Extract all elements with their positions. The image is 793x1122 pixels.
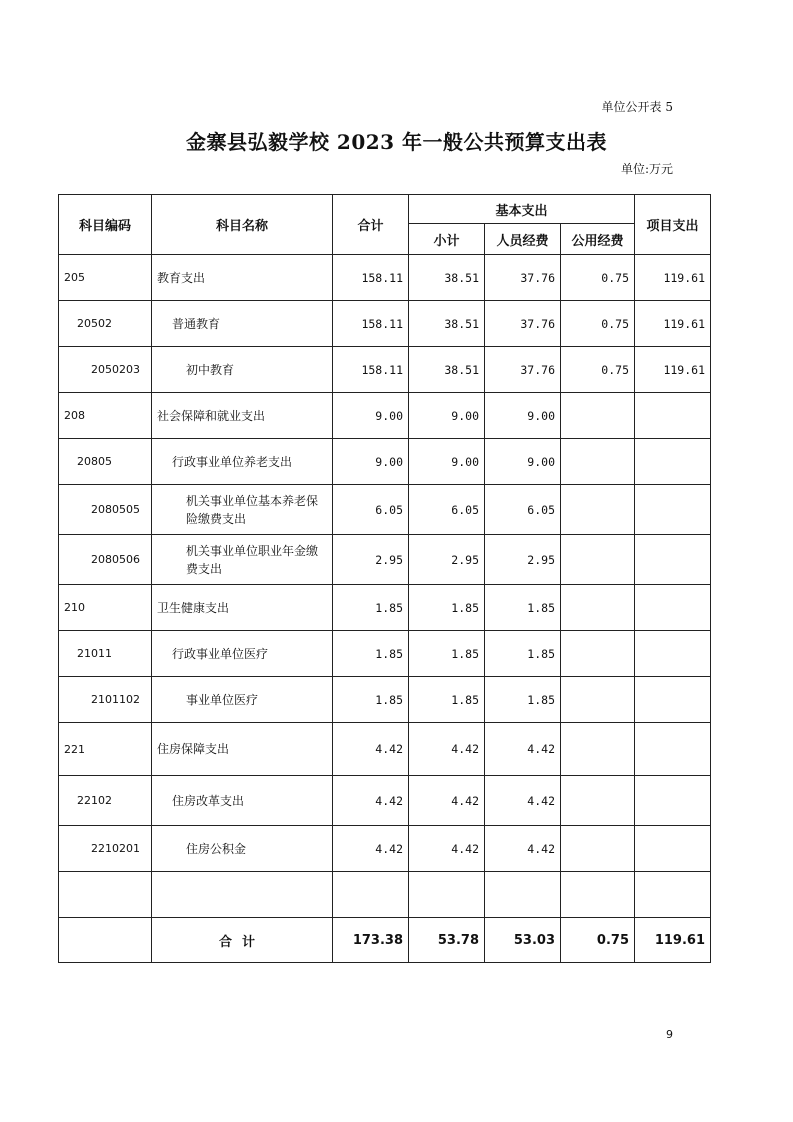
row-subtotal: 1.85	[409, 631, 485, 677]
table-row	[59, 439, 711, 485]
row-name: 住房保障支出	[152, 723, 333, 776]
row-name: 卫生健康支出	[152, 585, 333, 631]
row-project	[635, 872, 711, 918]
budget-table	[58, 194, 711, 963]
total-label: 合计	[152, 918, 333, 963]
header-name: 科目名称	[152, 195, 333, 255]
table-row	[59, 631, 711, 677]
total-total: 173.38	[333, 918, 409, 963]
total-row	[59, 918, 711, 963]
row-subtotal: 1.85	[409, 677, 485, 723]
row-subtotal: 6.05	[409, 485, 485, 535]
row-code: 22102	[59, 776, 152, 826]
row-project	[635, 723, 711, 776]
table-row	[59, 393, 711, 439]
row-total: 1.85	[333, 677, 409, 723]
table-number: 单位公开表 5	[601, 100, 673, 114]
row-total: 158.11	[333, 255, 409, 301]
total-public: 0.75	[561, 918, 635, 963]
row-project	[635, 439, 711, 485]
row-personnel: 4.42	[485, 776, 561, 826]
row-code: 20502	[59, 301, 152, 347]
row-subtotal: 2.95	[409, 535, 485, 585]
row-total: 2.95	[333, 535, 409, 585]
row-public	[561, 872, 635, 918]
page-number: 9	[666, 1028, 673, 1041]
row-subtotal: 38.51	[409, 301, 485, 347]
row-total	[333, 872, 409, 918]
row-total: 9.00	[333, 393, 409, 439]
table-row	[59, 535, 711, 585]
row-project: 119.61	[635, 301, 711, 347]
row-public	[561, 535, 635, 585]
row-public	[561, 631, 635, 677]
row-personnel: 37.76	[485, 347, 561, 393]
header-personnel: 人员经费	[485, 224, 561, 255]
row-total: 4.42	[333, 723, 409, 776]
row-personnel: 37.76	[485, 255, 561, 301]
table-row	[59, 301, 711, 347]
row-project	[635, 393, 711, 439]
header-total: 合计	[333, 195, 409, 255]
table-row	[59, 872, 711, 918]
row-code: 21011	[59, 631, 152, 677]
row-subtotal	[409, 872, 485, 918]
total-subtotal: 53.78	[409, 918, 485, 963]
row-personnel: 4.42	[485, 723, 561, 776]
row-personnel: 1.85	[485, 677, 561, 723]
row-project	[635, 535, 711, 585]
row-public	[561, 776, 635, 826]
row-name: 机关事业单位基本养老保险缴费支出	[152, 485, 333, 535]
total-project: 119.61	[635, 918, 711, 963]
row-project	[635, 631, 711, 677]
row-public	[561, 439, 635, 485]
row-personnel: 9.00	[485, 393, 561, 439]
row-personnel: 2.95	[485, 535, 561, 585]
table-row	[59, 723, 711, 776]
row-total: 6.05	[333, 485, 409, 535]
row-total: 4.42	[333, 826, 409, 872]
row-project	[635, 677, 711, 723]
row-project: 119.61	[635, 255, 711, 301]
row-public: 0.75	[561, 255, 635, 301]
row-subtotal: 1.85	[409, 585, 485, 631]
row-code: 2080505	[59, 485, 152, 535]
row-name: 住房改革支出	[152, 776, 333, 826]
row-total: 158.11	[333, 301, 409, 347]
total-code-cell	[59, 918, 152, 963]
row-personnel: 1.85	[485, 585, 561, 631]
row-subtotal: 9.00	[409, 439, 485, 485]
row-name: 住房公积金	[152, 826, 333, 872]
row-total: 4.42	[333, 776, 409, 826]
table-row	[59, 585, 711, 631]
row-code: 20805	[59, 439, 152, 485]
row-public: 0.75	[561, 301, 635, 347]
row-public	[561, 677, 635, 723]
row-code: 2050203	[59, 347, 152, 393]
row-subtotal: 38.51	[409, 347, 485, 393]
row-personnel: 37.76	[485, 301, 561, 347]
row-code: 205	[59, 255, 152, 301]
unit-label: 单位:万元	[620, 162, 673, 176]
row-name: 初中教育	[152, 347, 333, 393]
row-subtotal: 9.00	[409, 393, 485, 439]
header-subtotal: 小计	[409, 224, 485, 255]
table-row	[59, 255, 711, 301]
header-public: 公用经费	[561, 224, 635, 255]
table-row	[59, 347, 711, 393]
row-name: 事业单位医疗	[152, 677, 333, 723]
row-project: 119.61	[635, 347, 711, 393]
row-personnel: 1.85	[485, 631, 561, 677]
row-public: 0.75	[561, 347, 635, 393]
row-name: 教育支出	[152, 255, 333, 301]
row-public	[561, 826, 635, 872]
row-name: 普通教育	[152, 301, 333, 347]
row-personnel: 6.05	[485, 485, 561, 535]
row-public	[561, 393, 635, 439]
row-subtotal: 4.42	[409, 776, 485, 826]
row-name: 行政事业单位养老支出	[152, 439, 333, 485]
row-code: 2080506	[59, 535, 152, 585]
header-code: 科目编码	[59, 195, 152, 255]
row-project	[635, 776, 711, 826]
table-row	[59, 776, 711, 826]
row-total: 9.00	[333, 439, 409, 485]
row-total: 158.11	[333, 347, 409, 393]
row-project	[635, 826, 711, 872]
row-public	[561, 723, 635, 776]
table-row	[59, 677, 711, 723]
row-code: 208	[59, 393, 152, 439]
row-code: 221	[59, 723, 152, 776]
row-code: 2210201	[59, 826, 152, 872]
row-personnel: 4.42	[485, 826, 561, 872]
table-row	[59, 485, 711, 535]
row-name	[152, 872, 333, 918]
row-code	[59, 872, 152, 918]
row-project	[635, 485, 711, 535]
row-name: 社会保障和就业支出	[152, 393, 333, 439]
row-total: 1.85	[333, 585, 409, 631]
row-name: 机关事业单位职业年金缴费支出	[152, 535, 333, 585]
row-code: 2101102	[59, 677, 152, 723]
row-subtotal: 4.42	[409, 723, 485, 776]
row-subtotal: 4.42	[409, 826, 485, 872]
total-personnel: 53.03	[485, 918, 561, 963]
table-body	[59, 255, 711, 918]
row-total: 1.85	[333, 631, 409, 677]
row-public	[561, 485, 635, 535]
row-personnel: 9.00	[485, 439, 561, 485]
table-row	[59, 826, 711, 872]
page-title: 金寨县弘毅学校 2023 年一般公共预算支出表	[185, 130, 608, 154]
row-code: 210	[59, 585, 152, 631]
header-project: 项目支出	[635, 195, 711, 255]
row-public	[561, 585, 635, 631]
header-basic: 基本支出	[409, 195, 635, 224]
row-name: 行政事业单位医疗	[152, 631, 333, 677]
row-subtotal: 38.51	[409, 255, 485, 301]
row-personnel	[485, 872, 561, 918]
row-project	[635, 585, 711, 631]
